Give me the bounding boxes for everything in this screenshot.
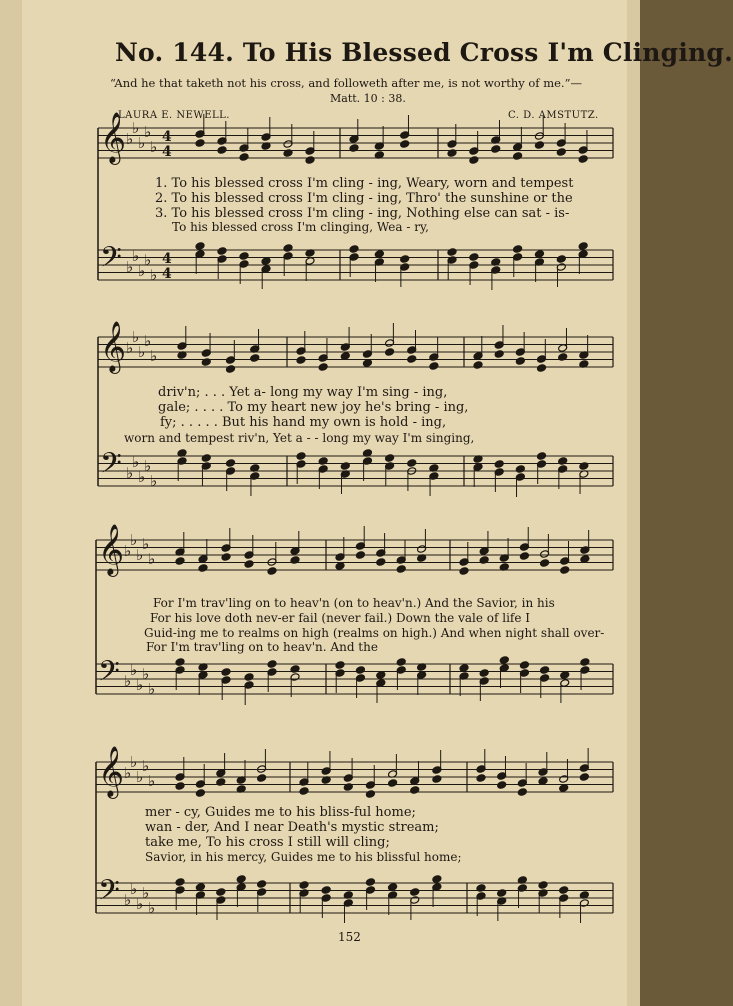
notehead xyxy=(534,250,544,259)
notehead xyxy=(267,660,277,669)
flat-sign: ♭ xyxy=(144,332,152,350)
flat-sign: ♭ xyxy=(124,891,132,909)
flat-sign: ♭ xyxy=(150,138,158,156)
flat-sign: ♭ xyxy=(126,258,134,276)
time-signature: 4 xyxy=(162,129,172,145)
notehead xyxy=(257,880,267,889)
flat-sign: ♭ xyxy=(142,665,150,683)
lyric-line: Guid-ing me to realms on high (realms on high.) And when night shall over- xyxy=(144,626,605,640)
notehead xyxy=(580,555,590,564)
notehead xyxy=(385,454,395,463)
notehead xyxy=(257,774,267,783)
notehead xyxy=(537,452,547,461)
bass-clef: 𝄢 xyxy=(100,241,122,281)
lyric-line: fy; . . . . . But his hand my own is hold - ing, xyxy=(160,415,447,430)
notehead xyxy=(221,553,231,562)
bass-clef: 𝄢 xyxy=(100,447,122,487)
notehead xyxy=(540,666,550,675)
notehead xyxy=(432,775,442,784)
treble-clef: 𝄞 xyxy=(100,321,127,372)
notehead xyxy=(494,460,504,469)
lyric-line: 1. To his blessed cross I'm cling - ing, Weary, worn and tempest xyxy=(155,176,574,191)
notehead xyxy=(556,148,566,157)
bass-clef: 𝄢 xyxy=(98,874,120,914)
notehead xyxy=(217,247,227,256)
notehead xyxy=(355,666,365,675)
notehead xyxy=(410,786,420,795)
lyric-line: For I'm trav'ling on to heav'n (on to heav'n.) And the Savior, in his xyxy=(153,596,555,610)
hymn-title: No. 144. To His Blessed Cross I'm Clinging. xyxy=(115,38,733,67)
notehead xyxy=(540,559,550,568)
notehead xyxy=(195,139,205,148)
notehead xyxy=(534,141,544,150)
notehead xyxy=(198,564,208,573)
notehead xyxy=(250,354,260,363)
lyric-line: driv'n; . . . Yet a- long my way I'm sing - ing, xyxy=(158,385,448,400)
lyric-line: Savior, in his mercy, Guides me to his blissful home; xyxy=(145,850,462,864)
notehead xyxy=(321,886,331,895)
notehead xyxy=(365,878,375,887)
notehead xyxy=(538,777,548,786)
notehead xyxy=(476,774,486,783)
notehead xyxy=(479,669,489,678)
lyric-line: 3. To his blessed cross I'm cling - ing, Nothing else can sat - is- xyxy=(155,206,570,221)
flat-sign: ♭ xyxy=(148,550,156,568)
flat-sign: ♭ xyxy=(132,453,140,471)
flat-sign: ♭ xyxy=(144,457,152,475)
time-signature: 4 xyxy=(162,251,172,267)
notehead xyxy=(335,562,345,571)
notehead xyxy=(226,365,236,374)
notehead xyxy=(560,566,570,575)
flat-sign: ♭ xyxy=(132,247,140,265)
notehead xyxy=(537,364,547,373)
notehead xyxy=(517,788,527,797)
notehead xyxy=(261,257,271,266)
notehead xyxy=(407,459,417,468)
notehead xyxy=(400,140,410,149)
notehead xyxy=(396,565,406,574)
treble-clef: 𝄞 xyxy=(100,112,127,163)
notehead xyxy=(538,881,548,890)
notehead xyxy=(491,145,501,154)
notehead xyxy=(349,245,359,254)
notehead xyxy=(376,671,386,680)
lyric-line: wan - der, And I near Death's mystic stream; xyxy=(145,820,439,835)
notehead xyxy=(519,661,529,670)
notehead xyxy=(396,658,406,667)
notehead xyxy=(385,348,395,357)
notehead xyxy=(195,883,205,892)
notehead xyxy=(459,664,469,673)
flat-sign: ♭ xyxy=(130,753,138,771)
flat-sign: ♭ xyxy=(148,772,156,790)
flat-sign: ♭ xyxy=(130,880,138,898)
flat-sign: ♭ xyxy=(144,123,152,141)
notehead xyxy=(299,787,309,796)
notehead xyxy=(494,350,504,359)
epigraph: “And he that taketh not his cross, and followeth after me, is not worthy of me.”— xyxy=(110,76,582,90)
flat-sign: ♭ xyxy=(126,339,134,357)
notehead xyxy=(376,558,386,567)
notehead xyxy=(226,459,236,468)
notehead xyxy=(459,567,469,576)
notehead xyxy=(432,875,442,884)
notehead xyxy=(340,352,350,361)
notehead xyxy=(195,242,205,251)
flat-sign: ♭ xyxy=(150,266,158,284)
flat-sign: ♭ xyxy=(150,347,158,365)
notehead xyxy=(355,551,365,560)
flat-sign: ♭ xyxy=(130,661,138,679)
flat-sign: ♭ xyxy=(138,343,146,361)
notehead xyxy=(578,155,588,164)
notehead xyxy=(216,888,226,897)
notehead xyxy=(217,146,227,155)
notehead xyxy=(239,153,249,162)
treble-clef: 𝄞 xyxy=(98,524,125,575)
flat-sign: ♭ xyxy=(138,262,146,280)
notehead xyxy=(469,253,479,262)
flat-sign: ♭ xyxy=(126,464,134,482)
notehead xyxy=(579,773,589,782)
flat-sign: ♭ xyxy=(138,468,146,486)
notehead xyxy=(236,875,246,884)
notehead xyxy=(175,782,185,791)
notehead xyxy=(244,673,254,682)
notehead xyxy=(195,789,205,798)
notehead xyxy=(560,671,570,680)
notehead xyxy=(296,356,306,365)
notehead xyxy=(283,244,293,253)
lyric-line: take me, To his cross I still will cling; xyxy=(145,835,390,850)
notehead xyxy=(388,779,398,788)
notehead xyxy=(515,465,525,474)
flat-sign: ♭ xyxy=(142,884,150,902)
notehead xyxy=(239,252,249,261)
lyric-line: 2. To his blessed cross I'm cling - ing, Thro' the sunshine or the xyxy=(155,191,573,206)
flat-sign: ♭ xyxy=(130,531,138,549)
flat-sign: ♭ xyxy=(136,768,144,786)
notehead xyxy=(305,156,315,165)
notehead xyxy=(515,357,525,366)
notehead xyxy=(365,790,375,799)
notehead xyxy=(407,355,417,364)
notehead xyxy=(499,656,509,665)
flat-sign: ♭ xyxy=(148,899,156,917)
page-number: 152 xyxy=(338,930,361,944)
notehead xyxy=(201,454,211,463)
epigraph-reference: Matt. 10 : 38. xyxy=(330,92,406,105)
composer-credit: C. D. AMSTUTZ. xyxy=(508,110,599,121)
flat-sign: ♭ xyxy=(142,535,150,553)
notehead xyxy=(519,552,529,561)
flat-sign: ♭ xyxy=(142,757,150,775)
notehead xyxy=(400,255,410,264)
notehead xyxy=(559,886,569,895)
notehead xyxy=(374,250,384,259)
notehead xyxy=(299,881,309,890)
lyric-line: gale; . . . . To my heart new joy he's bring - ing, xyxy=(158,400,469,415)
notehead xyxy=(296,452,306,461)
flat-sign: ♭ xyxy=(126,130,134,148)
flat-sign: ♭ xyxy=(132,328,140,346)
notehead xyxy=(221,668,231,677)
lyricist-credit: LAURA E. NEWELL. xyxy=(118,110,230,121)
flat-sign: ♭ xyxy=(144,251,152,269)
lyric-line: For his love doth nev-er fail (never fail.) Down the vale of life I xyxy=(150,611,531,625)
notehead xyxy=(429,362,439,371)
notehead xyxy=(244,560,254,569)
notehead xyxy=(362,359,372,368)
notehead xyxy=(559,784,569,793)
notehead xyxy=(497,781,507,790)
notehead xyxy=(335,661,345,670)
notehead xyxy=(175,658,185,667)
notehead xyxy=(447,248,457,257)
flat-sign: ♭ xyxy=(132,119,140,137)
time-signature: 4 xyxy=(162,266,172,282)
notehead xyxy=(556,255,566,264)
notehead xyxy=(410,888,420,897)
notehead xyxy=(513,245,523,254)
flat-sign: ♭ xyxy=(136,895,144,913)
treble-clef: 𝄞 xyxy=(98,746,125,797)
lyric-line: To his blessed cross I'm clinging, Wea - ry, xyxy=(172,220,429,234)
flat-sign: ♭ xyxy=(124,672,132,690)
notehead xyxy=(578,242,588,251)
notehead xyxy=(267,567,277,576)
notehead xyxy=(473,361,483,370)
flat-sign: ♭ xyxy=(136,546,144,564)
notehead xyxy=(318,363,328,372)
flat-sign: ♭ xyxy=(148,680,156,698)
flat-sign: ♭ xyxy=(124,764,132,782)
time-signature: 4 xyxy=(162,144,172,160)
lyric-line: worn and tempest riv'n, Yet a - - long my way I'm singing, xyxy=(124,431,475,445)
flat-sign: ♭ xyxy=(150,472,158,490)
notehead xyxy=(175,557,185,566)
notehead xyxy=(175,878,185,887)
bass-clef: 𝄢 xyxy=(98,655,120,695)
notehead xyxy=(469,156,479,165)
flat-sign: ♭ xyxy=(138,134,146,152)
notehead xyxy=(580,658,590,667)
lyric-line: mer - cy, Guides me to his bliss-ful home; xyxy=(145,805,416,820)
notehead xyxy=(388,883,398,892)
notehead xyxy=(513,152,523,161)
flat-sign: ♭ xyxy=(136,676,144,694)
lyric-line: For I'm trav'ling on to heav'n. And the xyxy=(146,640,378,654)
flat-sign: ♭ xyxy=(124,542,132,560)
